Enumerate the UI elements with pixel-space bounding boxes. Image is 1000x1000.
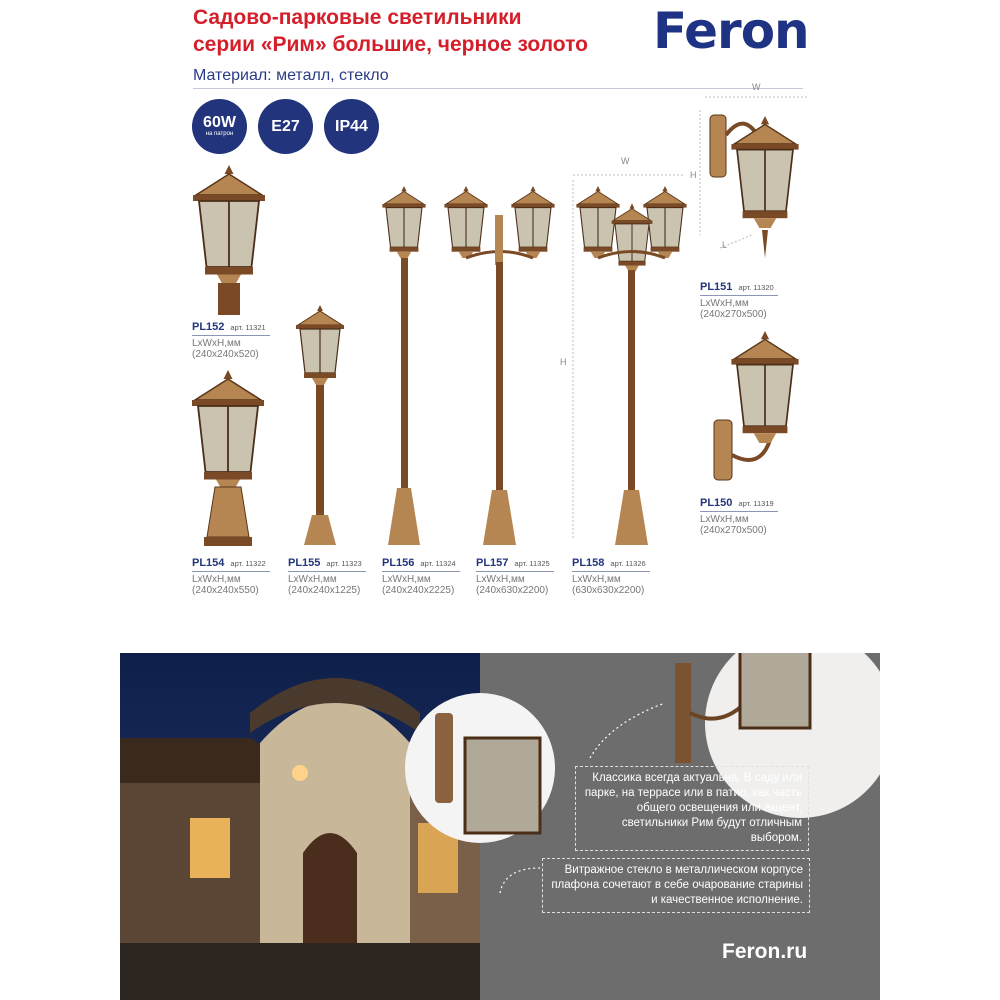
pl151-height-mark: H: [690, 170, 697, 180]
power-badge-value: 60W: [203, 114, 236, 131]
ip-badge-value: IP44: [335, 117, 368, 135]
dims-value: (240x240x2225): [382, 585, 455, 596]
pl158-width-mark: W: [621, 156, 630, 166]
model-name: PL157: [476, 557, 509, 569]
article-number: арт. 11324: [420, 559, 456, 568]
model-name: PL150: [700, 497, 733, 509]
title-line-1: Садово-парковые светильники: [193, 6, 522, 29]
article-number: арт. 11319: [738, 499, 774, 508]
article-number: арт. 11323: [326, 559, 362, 568]
pl158-lamp: [576, 186, 686, 545]
dims-label: LxWxH,мм: [288, 574, 337, 585]
dims-label: LxWxH,мм: [192, 338, 241, 349]
product-caption-pl152: [192, 322, 270, 360]
dims-label: LxWxH,мм: [572, 574, 621, 585]
model-name: PL152: [192, 321, 225, 333]
product-caption-pl157: [476, 558, 554, 596]
pl151-lamp: [710, 115, 799, 258]
promo-text-classic: Классика всегда актуальна. В саду или парке, на террасе или в патио, как часть общего освещения или акцент, светильники Рим будут отличным выбором.: [575, 766, 809, 851]
pl151-length-mark: L: [722, 240, 728, 250]
model-name: PL151: [700, 281, 733, 293]
model-name: PL154: [192, 557, 225, 569]
product-caption-pl155: [288, 558, 366, 596]
product-caption-pl154: [192, 558, 270, 596]
pl158-height-mark: H: [560, 357, 567, 367]
dims-value: (240x270x500): [700, 525, 767, 536]
dims-label: LxWxH,мм: [476, 574, 525, 585]
model-name: PL155: [288, 557, 321, 569]
article-number: арт. 11326: [610, 559, 646, 568]
dims-value: (240x630x2200): [476, 585, 549, 596]
article-number: арт. 11325: [514, 559, 550, 568]
article-number: арт. 11320: [738, 283, 774, 292]
product-caption-pl150: [700, 498, 778, 536]
article-number: арт. 11321: [230, 323, 266, 332]
pl154-lamp: [192, 370, 264, 546]
pl157-lamp: [444, 186, 554, 545]
pl150-lamp: [714, 331, 799, 480]
dims-value: (630x630x2200): [572, 585, 645, 596]
model-name: PL156: [382, 557, 415, 569]
model-name: PL158: [572, 557, 605, 569]
product-caption-pl158: [572, 558, 650, 596]
product-caption-pl156: [382, 558, 460, 596]
socket-badge-value: E27: [271, 117, 300, 135]
dims-label: LxWxH,мм: [192, 574, 241, 585]
promo-text-glass: Витражное стекло в металлическом корпусе плафона сочетают в себе очарование старины и качественное исполнение.: [542, 858, 810, 913]
title-line-2: серии «Рим» большие, черное золото: [193, 33, 588, 56]
site-link[interactable]: Feron.ru: [722, 940, 808, 963]
dims-label: LxWxH,мм: [700, 514, 749, 525]
pl156-lamp: [382, 186, 425, 545]
pl151-width-mark: W: [752, 82, 761, 92]
dims-value: (240x240x550): [192, 585, 259, 596]
feron-logo: Feron: [653, 2, 809, 60]
dims-value: (240x240x520): [192, 349, 259, 360]
dims-label: LxWxH,мм: [382, 574, 431, 585]
power-badge-note: на патрон: [205, 131, 234, 137]
material-text: Материал: металл, стекло: [193, 67, 389, 84]
pl152-lamp: [193, 165, 265, 315]
dims-value: (240x240x1225): [288, 585, 361, 596]
article-number: арт. 11322: [230, 559, 266, 568]
pl155-lamp: [296, 305, 344, 545]
dims-label: LxWxH,мм: [700, 298, 749, 309]
product-caption-pl151: [700, 282, 778, 320]
dims-value: (240x270x500): [700, 309, 767, 320]
